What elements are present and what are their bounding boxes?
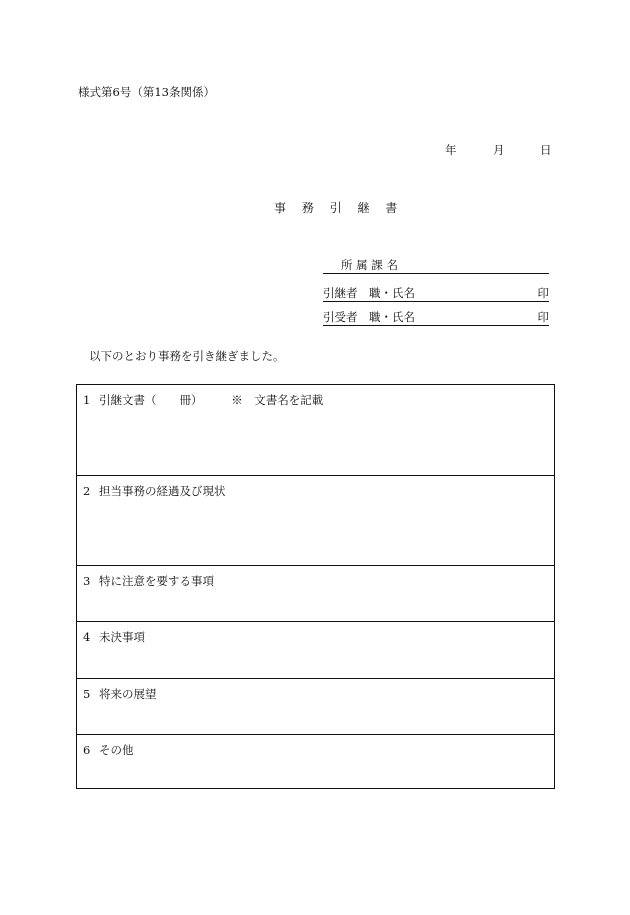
receiver-person-label: 引受者 職・氏名 — [323, 310, 415, 324]
section-handover-documents[interactable] — [77, 385, 554, 475]
section-label: 特に注意を要する事項 — [99, 574, 214, 588]
section-label: 将来の展望 — [99, 687, 157, 701]
handover-table — [76, 384, 555, 789]
intro-text: 以下のとおり事務を引き継ぎました。 — [89, 349, 285, 363]
section-progress-status[interactable] — [77, 475, 554, 565]
date-month-label: 月 — [493, 143, 505, 157]
section-label: その他 — [99, 743, 134, 757]
handover-person-line — [323, 285, 549, 302]
department-label: 所 属 課 名 — [341, 258, 398, 272]
handover-seal-mark: 印 — [537, 286, 549, 300]
document-title: 事 務 引 継 書 — [274, 201, 404, 215]
section-number: 4 — [83, 630, 91, 644]
receiver-seal-mark: 印 — [537, 310, 549, 324]
section-number: 1 — [83, 393, 91, 407]
section-label: 未決事項 — [99, 630, 145, 644]
section-number: 6 — [83, 743, 91, 757]
date-day-label: 日 — [540, 143, 552, 157]
department-line — [323, 257, 549, 274]
handover-person-label: 引継者 職・氏名 — [323, 286, 415, 300]
section-pending-items[interactable] — [77, 621, 554, 678]
section-other[interactable] — [77, 734, 554, 788]
section-label: 引継文書（ 冊） ※ 文書名を記載 — [99, 393, 324, 407]
form-number: 様式第6号（第13条関係） — [78, 85, 215, 99]
receiver-person-line — [323, 309, 549, 326]
section-number: 2 — [83, 484, 91, 498]
section-future-outlook[interactable] — [77, 678, 554, 734]
section-label: 担当事務の経過及び現状 — [99, 484, 226, 498]
section-caution-items[interactable] — [77, 565, 554, 621]
date-year-label: 年 — [445, 143, 457, 157]
section-number: 5 — [83, 687, 91, 701]
section-number: 3 — [83, 574, 91, 588]
